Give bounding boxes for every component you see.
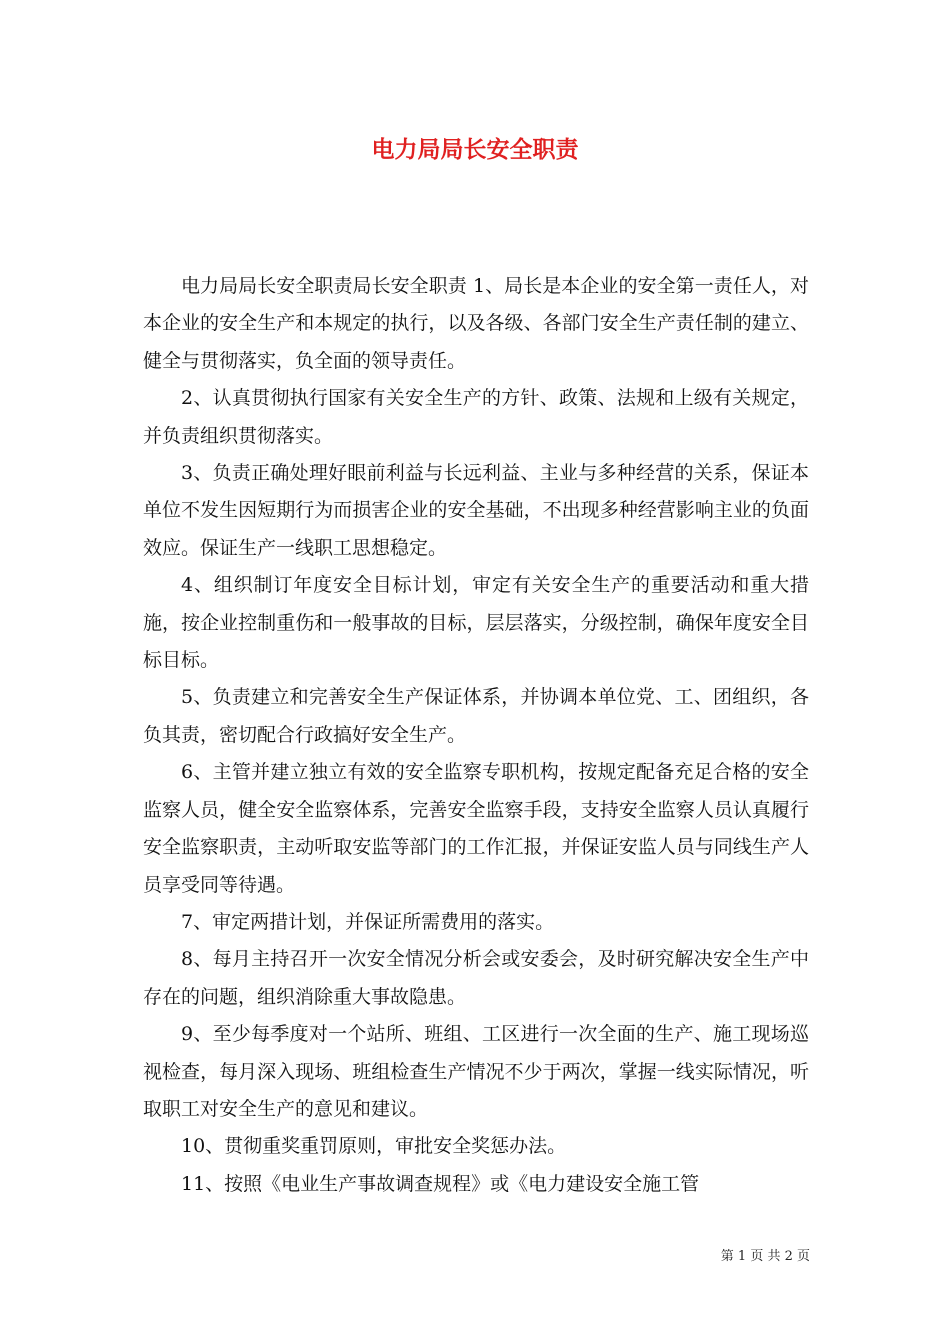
paragraph-8: 8、每月主持召开一次安全情况分析会或安委会，及时研究解决安全生产中存在的问题，组织消除重大事故隐患。: [143, 948, 809, 1008]
paragraph-7: 7、审定两措计划，并保证所需费用的落实。: [181, 910, 555, 933]
paragraph-10: 10、贯彻重奖重罚原则，审批安全奖惩办法。: [181, 1135, 567, 1158]
paragraph-5: 5、负责建立和完善安全生产保证体系，并协调本单位党、工、团组织，各负其责，密切配合行政搞好安全生产。: [143, 686, 809, 746]
paragraph-1: 电力局局长安全职责局长安全职责 1、局长是本企业的安全第一责任人，对本企业的安全生产和本规定的执行，以及各级、各部门安全生产责任制的建立、健全与贯彻落实，负全面的领导责任。: [143, 275, 809, 372]
paragraph-9: 9、至少每季度对一个站所、班组、工区进行一次全面的生产、施工现场巡视检查，每月深入现场、班组检查生产情况不少于两次，掌握一线实际情况，听取职工对安全生产的意见和建议。: [143, 1023, 809, 1120]
paragraph-6: 6、主管并建立独立有效的安全监察专职机构，按规定配备充足合格的安全监察人员，健全安全监察体系，完善安全监察手段，支持安全监察人员认真履行安全监察职责，主动听取安监等部门的工作汇报，并保证安监人员与同线生产人员享受同等待遇。: [143, 761, 809, 896]
document-title: 电力局局长安全职责: [371, 137, 579, 163]
paragraph-11: 11、按照《电业生产事故调查规程》或《电力建设安全施工管: [181, 1172, 700, 1195]
paragraph-4: 4、组织制订年度安全目标计划，审定有关安全生产的重要活动和重大措施，按企业控制重伤和一般事故的目标，层层落实，分级控制，确保年度安全目标目标。: [143, 574, 809, 672]
page-number: 第 1 页 共 2 页: [720, 1249, 810, 1264]
paragraph-3: 3、负责正确处理好眼前利益与长远利益、主业与多种经营的关系，保证本单位不发生因短期行为而损害企业的安全基础，不出现多种经营影响主业的负面效应。保证生产一线职工思想稳定。: [143, 462, 809, 559]
document-body: [143, 268, 809, 1203]
paragraph-2: 2、认真贯彻执行国家有关安全生产的方针、政策、法规和上级有关规定，并负责组织贯彻落实。: [143, 387, 809, 447]
